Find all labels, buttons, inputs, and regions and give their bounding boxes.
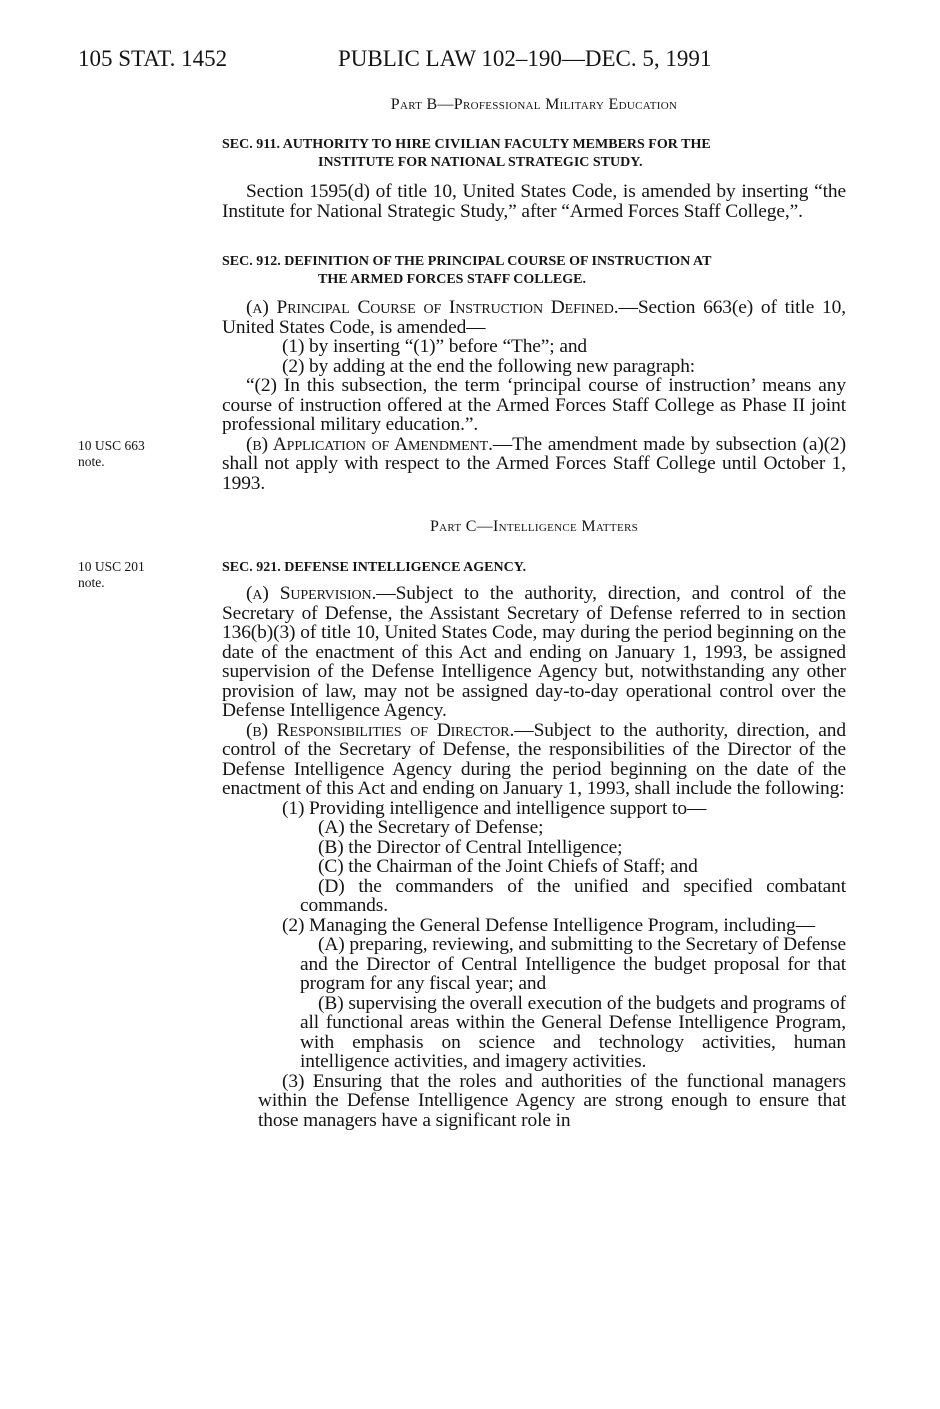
sec-912-margin-note	[78, 438, 188, 470]
statute-page-number: 105 STAT. 1452	[78, 46, 228, 71]
sec-921-b1A: (A) the Secretary of Defense;	[318, 817, 544, 838]
sec-912-b-heading: (b) Application of Amendment.	[246, 433, 493, 455]
sec-911-heading-line1: SEC. 911. AUTHORITY TO HIRE CIVILIAN FACULTY MEMBERS FOR THE	[222, 137, 711, 152]
sec-912-a2: (2) by adding at the end the following new paragraph:	[282, 355, 696, 377]
sec-921-b2B: (B) supervising the overall execution of the budgets and programs of all functional areas within the General Defense Intelligence Program, with emphasis on science and technology activities, human intelligence activities, and imagery activities.	[300, 992, 846, 1072]
sec-921-b1: (1) Providing intelligence and intelligence support to—	[282, 797, 707, 819]
sec-921-b1B: (B) the Director of Central Intelligence;	[318, 836, 623, 858]
sec-921-a-text: —Subject to the authority, direction, and control of the Secretary of Defense, the Assistant Secretary of Defense referred to in section 136(b)(3) of title 10, United States Code, may during the period beginning on the date of the enactment of this Act and ending on January 1, 1993, be assigned supervision of the Defense Intelligence Agency but, notwithstanding any other provision of law, may not be assigned day-to-day operational control over the Defense Intelligence Agency.	[222, 583, 846, 721]
sec-911-body	[222, 182, 846, 221]
sec-921-body	[222, 584, 846, 1130]
sec-921-b2A: (A) preparing, reviewing, and submitting to the Secretary of Defense and the Director of Central Intelligence the budget proposal for that program for any fiscal year; and	[300, 934, 846, 994]
sec-912-subsection-b	[222, 435, 846, 494]
sec-912-subsection-a	[222, 298, 846, 337]
running-header: PUBLIC LAW 102–190—DEC. 5, 1991	[338, 46, 712, 71]
sec-912-a1: (1) by inserting “(1)” before “The”; and	[282, 336, 588, 357]
sec-921-heading: SEC. 921. DEFENSE INTELLIGENCE AGENCY.	[222, 560, 527, 575]
sec-921-subsection-b	[222, 721, 846, 799]
sec-921-b-heading: (b) Responsibilities of Director.	[246, 719, 515, 741]
sec-912-heading	[222, 253, 846, 289]
sec-911-heading-line2: INSTITUTE FOR NATIONAL STRATEGIC STUDY.	[318, 155, 643, 170]
sec-921-b-text: —Subject to the authority, direction, and control of the Secretary of Defense, the responsibilities of the Director of the Defense Intelligence Agency during the period beginning on the date of the enactment of this Act and ending on January 1, 1993, shall include the following:	[222, 719, 846, 799]
margin-note-label: note.	[78, 454, 105, 469]
margin-note-citation: 10 USC 663	[78, 438, 145, 453]
sec-921-subsection-a	[222, 584, 846, 721]
sec-912-heading-line1: SEC. 912. DEFINITION OF THE PRINCIPAL COURSE OF INSTRUCTION AT	[222, 254, 712, 269]
sec-912-b-text: —The amendment made by subsection (a)(2) shall not apply with respect to the Armed Forces Staff College until October 1, 1993.	[222, 433, 846, 494]
sec-912-a-heading: (a) Principal Course of Instruction Defined.	[246, 297, 619, 318]
sec-921-a-heading: (a) Supervision.	[246, 583, 377, 604]
sec-912-heading-line2: THE ARMED FORCES STAFF COLLEGE.	[318, 272, 586, 287]
part-b-title: Part B—Professional Military Education	[390, 96, 678, 113]
sec-911-text: Section 1595(d) of title 10, United States Code, is amended by inserting “the Institute for National Strategic Study,” after “Armed Forces Staff College,”.	[222, 181, 846, 222]
sec-912-a-text: —Section 663(e) of title 10, United States Code, is amended—	[222, 297, 846, 338]
margin-note-citation: 10 USC 201	[78, 559, 145, 574]
sec-921-b1D: (D) the commanders of the unified and specified combatant commands.	[300, 875, 846, 916]
margin-note-label: note.	[78, 575, 105, 590]
part-c-title: Part C—Intelligence Matters	[429, 518, 639, 535]
sec-921-margin-note	[78, 559, 188, 591]
sec-921-b3: (3) Ensuring that the roles and authorities of the functional managers within the Defense Intelligence Agency are strong enough to ensure that those managers have a significant role in	[258, 1070, 846, 1131]
sec-912-quote: “(2) In this subsection, the term ‘principal course of instruction’ means any course of instruction offered at the Armed Forces Staff College as Phase II joint professional military education.”.	[222, 375, 846, 435]
sec-921-b2: (2) Managing the General Defense Intelligence Program, including—	[282, 914, 816, 936]
sec-921-b1C: (C) the Chairman of the Joint Chiefs of Staff; and	[318, 856, 698, 877]
sec-911-heading	[222, 136, 846, 172]
sec-912-body	[222, 298, 846, 493]
